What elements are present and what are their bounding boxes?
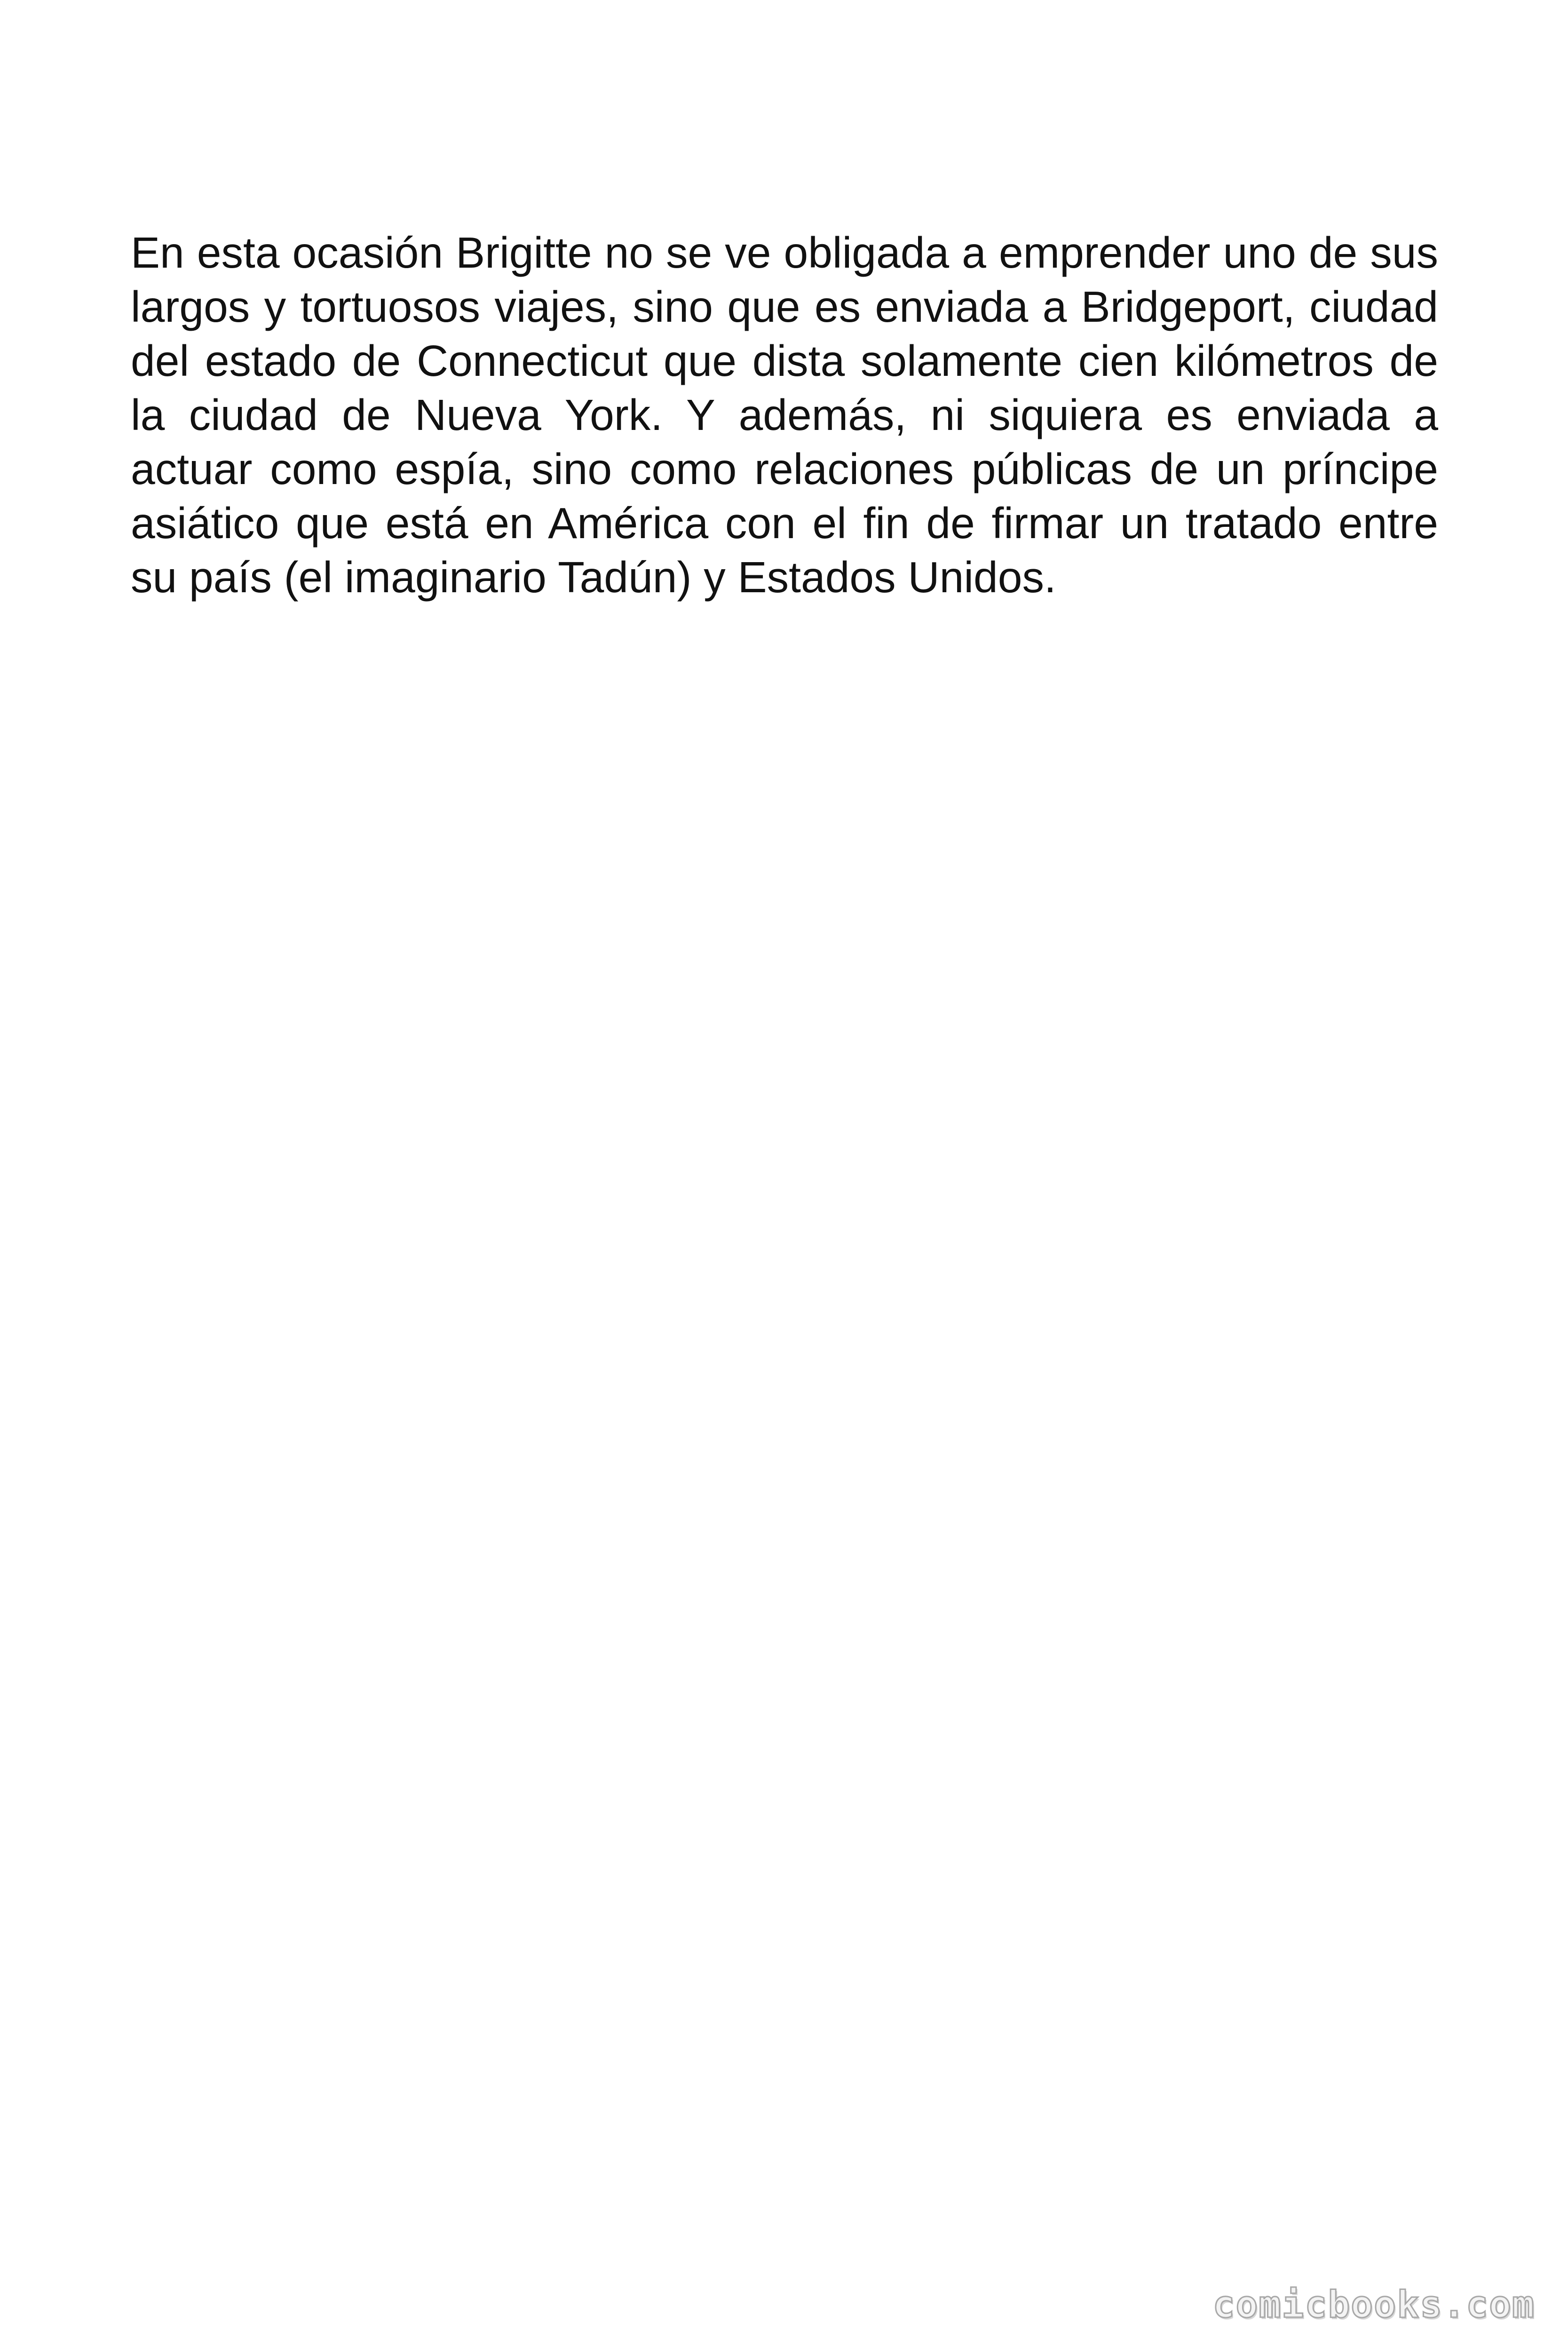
body-paragraph: En esta ocasión Brigitte no se ve obligada a emprender uno de sus largos y tortuosos viajes, sino que es enviada a Bridgeport, ciudad del estado de Connecticut que dista solamente cien kilómetros de la ciudad de Nueva York. Y además, ni siquiera es enviada a actuar como espía, sino como relaciones públicas de un príncipe asiático que está en América con el fin de firmar un tratado entre su país (el imaginario Tadún) y Estados Unidos.	[131, 228, 1438, 602]
watermark-logo: comicbooks.com	[1212, 2284, 1535, 2326]
